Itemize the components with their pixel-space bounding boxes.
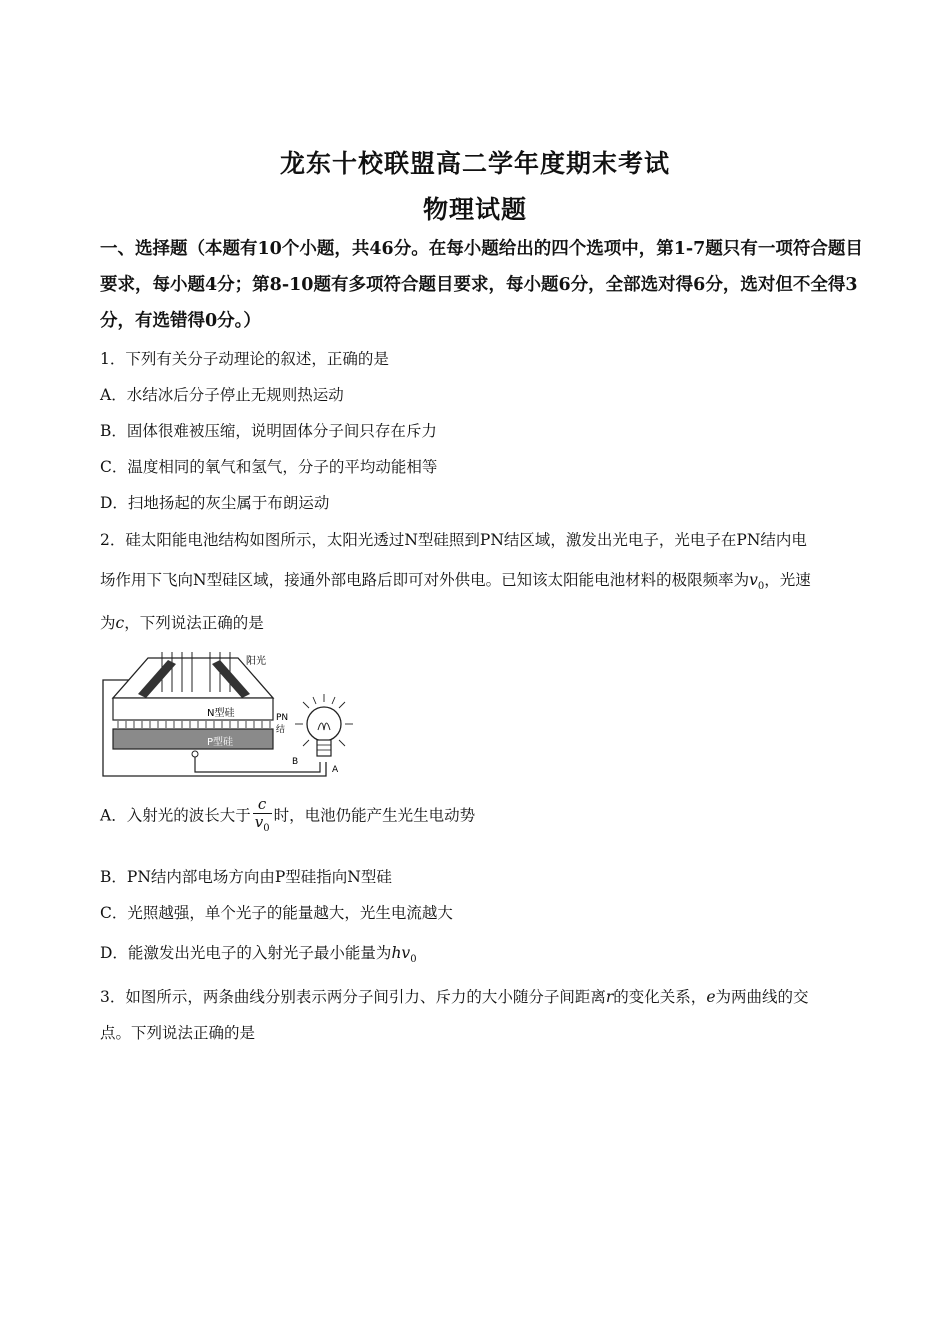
q2-stem-line2-end: ，光速	[764, 571, 811, 589]
terminal-a-label: A	[332, 765, 339, 775]
q1-option-c: C．温度相同的氧气和氢气，分子的平均动能相等	[100, 458, 438, 476]
solar-cell-diagram	[100, 650, 370, 780]
exam-subtitle: 物理试题	[422, 195, 527, 224]
q2-stem-line3	[100, 611, 264, 633]
p-type-label: P型硅	[207, 737, 234, 748]
q3-stem-line2: 点。下列说法正确的是	[100, 1024, 256, 1042]
pn-label-2: 结	[276, 725, 286, 735]
section-heading: 一、选择题（本题有10个小题，共46分。在每小题给出的四个选项中，第1-7题只有一项符合题目要求，每小题4分；第8-10题有多项符合题目要求，每小题6分，全部选对得6分，选对但不全得3分，有选错得0分。）	[100, 239, 863, 331]
fraction-numerator: c	[253, 796, 272, 814]
q2-option-d-text: D．能激发出光电子的入射光子最小能量为	[100, 944, 392, 962]
q2-option-a	[100, 796, 475, 837]
q2-option-a-text: A．入射光的波长大于	[100, 806, 251, 825]
q2-option-a-end: 时，电池仍能产生光生电动势	[273, 806, 476, 825]
q2-option-d	[100, 941, 417, 965]
q3-stem-line1	[100, 985, 809, 1007]
q2-stem-line2-text: 场作用下飞向N型硅区域，接通外部电路后即可对外供电。已知该太阳能电池材料的极限频率为	[100, 571, 750, 589]
light-bulb-icon	[295, 694, 353, 756]
q2-stem-line2	[100, 568, 811, 592]
q1-option-a: A．水结冰后分子停止无规则热运动	[100, 386, 344, 404]
nu-subscript: 0	[757, 581, 765, 592]
pn-label-1: PN	[276, 713, 289, 723]
e-symbol: e	[706, 988, 716, 1006]
n-type-layer	[113, 698, 273, 720]
q3-stem-text-1: 3．如图所示，两条曲线分别表示两分子间引力、斥力的大小随分子间距离	[100, 988, 606, 1006]
q3-stem-text-2: 的变化关系，	[613, 988, 707, 1006]
h-nu-subscript: 0	[410, 954, 417, 965]
r-symbol: r	[605, 988, 614, 1006]
q1-option-b: B．固体很难被压缩，说明固体分子间只存在斥力	[100, 422, 437, 440]
c-symbol: c	[115, 614, 125, 632]
fraction-denominator-subscript: 0	[263, 823, 270, 834]
q2-option-b: B．PN结内部电场方向由P型硅指向N型硅	[100, 868, 392, 886]
fraction-denominator-symbol: v	[254, 813, 264, 831]
fraction-denominator	[253, 814, 272, 837]
q2-stem-line1: 2．硅太阳能电池结构如图所示，太阳光透过N型硅照到PN结区域，激发出光电子，光电子在PN结内电	[100, 531, 807, 549]
q2-stem-line3-end: ，下列说法正确的是	[124, 614, 264, 632]
q3-stem-text-3: 为两曲线的交	[715, 988, 809, 1006]
q1-stem: 1．下列有关分子动理论的叙述，正确的是	[100, 350, 389, 368]
q1-option-d: D．扫地扬起的灰尘属于布朗运动	[100, 494, 330, 512]
pn-junction-arrows	[118, 721, 270, 728]
nu-symbol: v	[749, 571, 758, 589]
terminal-b-label: B	[292, 757, 299, 767]
q2-option-c: C．光照越强，单个光子的能量越大，光生电流越大	[100, 904, 453, 922]
c-over-nu-fraction	[253, 796, 272, 837]
q2-stem-line3-text: 为	[100, 614, 116, 632]
h-nu-symbol: hv	[391, 944, 411, 962]
p-type-layer	[113, 729, 273, 749]
sun-label: 阳光	[246, 656, 266, 667]
n-type-label: N型硅	[207, 708, 235, 719]
exam-title: 龙东十校联盟高二学年度期末考试	[279, 149, 670, 178]
